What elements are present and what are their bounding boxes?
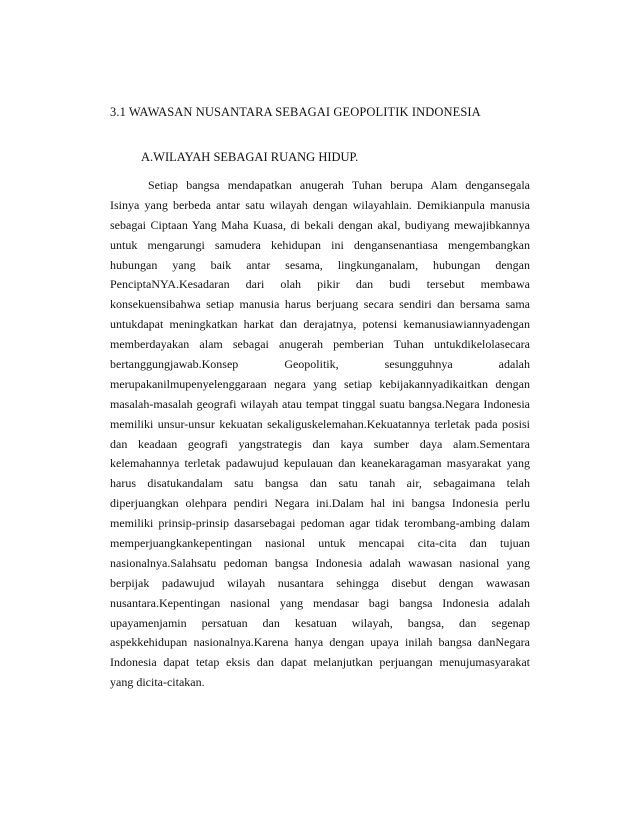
paragraph-line: memiliki prinsip-prinsip dasarsebagai pedoman agar tidak terombang-ambing dalam [110, 516, 530, 531]
paragraph-line: PenciptaNYA.Kesadaran dari olah pikir dan budi tersebut membawa [110, 277, 530, 292]
section-heading: A.WILAYAH SEBAGAI RUANG HIDUP. [141, 150, 359, 164]
paragraph-line: diperjuangkan olehpara pendiri Negara ini.Dalam hal ini bangsa Indonesia perlu [110, 496, 530, 511]
paragraph-line: dan keadaan geografi yangstrategis dan kaya sumber daya alam.Sementara [110, 436, 530, 451]
paragraph-line: berpijak padawujud wilayah nusantara sehingga disebut dengan wawasan [110, 575, 530, 590]
chapter-heading: 3.1 WAWASAN NUSANTARA SEBAGAI GEOPOLITIK INDONESIA [110, 105, 481, 119]
paragraph-line: hubungan yang baik antar sesama, lingkunganalam, hubungan dengan [110, 257, 530, 272]
paragraph-line: memiliki unsur-unsur kekuatan sekaliguskelemahan.Kekuatannya terletak pada posisi [110, 416, 530, 431]
paragraph-line: nasionalnya.Salahsatu pedoman bangsa Indonesia adalah wawasan nasional yang [110, 555, 530, 570]
paragraph-line: harus disatukandalam satu bangsa dan satu tanah air, sebagaimana telah [110, 476, 530, 491]
paragraph-line: konsekuensibahwa setiap manusia harus berjuang secara sendiri dan bersama sama [110, 297, 530, 312]
paragraph-line: upayamenjamin persatuan dan kesatuan wilayah, bangsa, dan segenap [110, 615, 530, 630]
body-paragraph [110, 176, 530, 693]
paragraph-line: sebagai Ciptaan Yang Maha Kuasa, di bekali dengan akal, budiyang mewajibkannya [110, 217, 530, 232]
paragraph-line: aspekkehidupan nasionalnya.Karena hanya dengan upaya inilah bangsa danNegara [110, 635, 530, 650]
paragraph-line: untukdapat meningkatkan harkat dan derajatnya, potensi kemanusiawiannyadengan [110, 317, 530, 332]
paragraph-line: memberdayakan alam sebagai anugerah pemberian Tuhan untukdikelolasecara [110, 337, 530, 352]
paragraph-line: Indonesia dapat tetap eksis dan dapat melanjutkan perjuangan menujumasyarakat [110, 655, 530, 670]
paragraph-line: bertanggungjawab.Konsep Geopolitik, sesungguhnya adalah [110, 357, 530, 372]
paragraph-line: kelemahannya terletak padawujud kepulauan dan keanekaragaman masyarakat yang [110, 456, 530, 471]
paragraph-line: yang dicita-citakan. [110, 675, 205, 690]
paragraph-line: Isinya yang berbeda antar satu wilayah dengan wilayahlain. Demikianpula manusia [110, 197, 530, 212]
paragraph-line: memperjuangkankepentingan nasional untuk mencapai cita-cita dan tujuan [110, 536, 530, 551]
paragraph-line: untuk mengarungi samudera kehidupan ini dengansenantiasa mengembangkan [110, 237, 530, 252]
paragraph-line: Setiap bangsa mendapatkan anugerah Tuhan berupa Alam dengansegala [148, 178, 530, 192]
paragraph-line: merupakanilmupenyelenggaraan negara yang setiap kebijakannyadikaitkan dengan [110, 376, 530, 391]
paragraph-line: nusantara.Kepentingan nasional yang mendasar bagi bangsa Indonesia adalah [110, 595, 530, 610]
paragraph-line: masalah-masalah geografi wilayah atau tempat tinggal suatu bangsa.Negara Indonesia [110, 396, 530, 411]
